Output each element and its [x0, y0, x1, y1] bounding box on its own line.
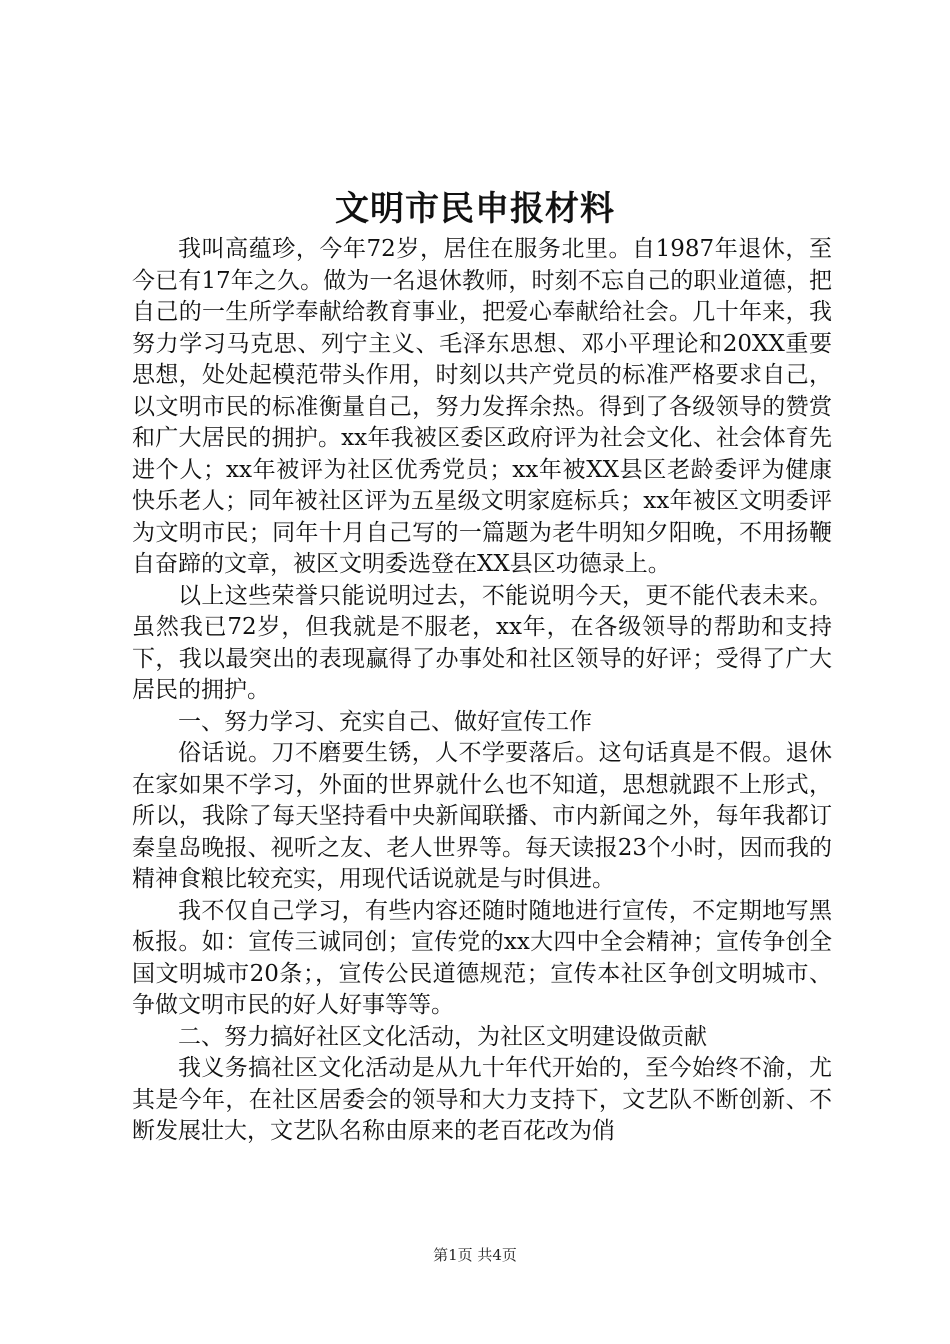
page-number-footer: 第1页 共4页: [433, 1246, 517, 1264]
paragraph-study: 俗话说。刀不磨要生锈，人不学要落后。这句话真是不假。退休在家如果不学习，外面的世界就什么也不知道，思想就跟不上形式，所以，我除了每天坚持看中央新闻联播、市内新闻之外，每年我都订秦皇岛晚报、视听之友、老人世界等。每天读报23个小时，因而我的精神食粮比较充实，用现代话说就是与时俱进。: [132, 740, 832, 892]
paragraph-publicity: 我不仅自己学习，有些内容还随时随地进行宣传，不定期地写黑板报。如：宣传三诚同创；宣传党的xx大四中全会精神；宣传争创全国文明城市20条；，宣传公民道德规范；宣传本社区争创文明城市、争做文明市民的好人好事等等。: [132, 897, 832, 1018]
document-title: 文明市民申报材料: [335, 189, 615, 229]
paragraph-honors: 以上这些荣誉只能说明过去，不能说明今天，更不能代表未来。虽然我已72岁，但我就是不服老，xx年，在各级领导的帮助和支持下，我以最突出的表现赢得了办事处和社区领导的好评；受得了广大居民的拥护。: [132, 582, 832, 703]
section-heading-study: 一、努力学习、充实自己、做好宣传工作: [178, 708, 592, 735]
document-body: [132, 234, 832, 1148]
paragraph-intro: 我叫高蕴珍，今年72岁，居住在服务北里。自1987年退休，至今已有17年之久。做为一名退休教师，时刻不忘自己的职业道德，把自己的一生所学奉献给教育事业，把爱心奉献给社会。几十年来，我努力学习马克思、列宁主义、毛泽东思想、邓小平理论和20XX重要思想，处处起模范带头作用，时刻以共产党员的标准严格要求自己，以文明市民的标准衡量自己，努力发挥余热。得到了各级领导的赞赏和广大居民的拥护。xx年我被区委区政府评为社会文化、社会体育先进个人；xx年被评为社区优秀党员；xx年被XX县区老龄委评为健康快乐老人；同年被社区评为五星级文明家庭标兵；xx年被区文明委评为文明市民；同年十月自己写的一篇题为老牛明知夕阳晚，不用扬鞭自奋蹄的文章，被区文明委选登在XX县区功德录上。: [132, 236, 832, 577]
section-heading-culture: 二、努力搞好社区文化活动，为社区文明建设做贡献: [178, 1023, 707, 1050]
paragraph-culture: 我义务搞社区文化活动是从九十年代开始的，至今始终不渝，尤其是今年，在社区居委会的领导和大力支持下，文艺队不断创新、不断发展壮大，文艺队名称由原来的老百花改为俏: [132, 1055, 832, 1144]
